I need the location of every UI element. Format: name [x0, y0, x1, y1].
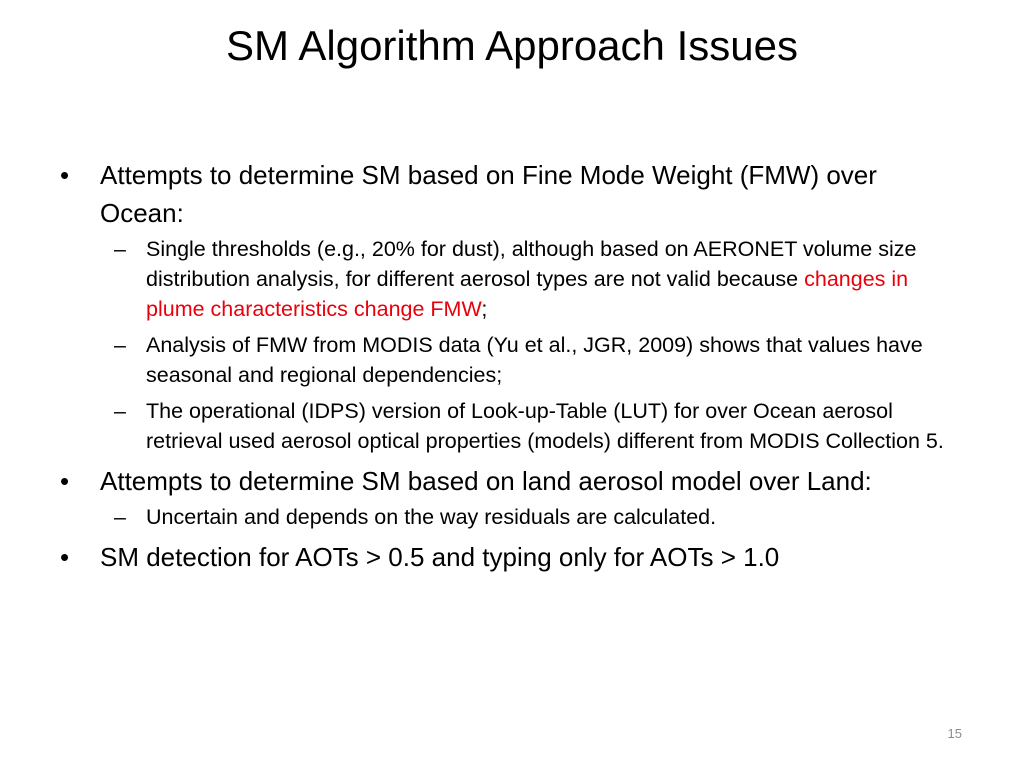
bullet-icon: • [60, 466, 70, 496]
bullet-item-fmw-ocean [58, 156, 958, 456]
sub-bullet-list [100, 234, 958, 456]
sub-text: Analysis of FMW from MODIS data (Yu et al., JGR, 2009) shows that values have seasonal and regional dependencies; [146, 333, 923, 387]
sub-item-single-thresholds [100, 234, 958, 324]
highlighted-text: changes in plume characteristics change FMW [146, 267, 909, 321]
sub-item-modis-analysis [100, 330, 958, 390]
dash-icon: – [114, 333, 126, 357]
sub-item-idps-lut [100, 396, 958, 456]
dash-icon: – [114, 505, 126, 529]
bullet-icon: • [60, 542, 70, 572]
bullet-text: SM detection for AOTs > 0.5 and typing only for AOTs > 1.0 [100, 542, 780, 572]
bullet-text: Attempts to determine SM based on land aerosol model over Land: [100, 466, 872, 496]
sub-text: Uncertain and depends on the way residuals are calculated. [146, 505, 717, 529]
sub-text-end: ; [481, 297, 488, 321]
bullet-list [58, 156, 958, 580]
bullet-icon: • [60, 160, 70, 190]
bullet-item-aot-thresholds [58, 538, 958, 576]
bullet-item-land-model [58, 462, 958, 532]
sub-item-uncertain [100, 502, 958, 532]
sub-bullet-list [100, 502, 958, 532]
sub-text: The operational (IDPS) version of Look-up-Table (LUT) for over Ocean aerosol retrieval used aerosol optical properties (models) different from MODIS Collection 5. [146, 399, 944, 453]
bullet-text: Attempts to determine SM based on Fine Mode Weight (FMW) over Ocean: [100, 160, 877, 228]
dash-icon: – [114, 399, 126, 423]
slide-title: SM Algorithm Approach Issues [226, 22, 798, 69]
page-number: 15 [947, 726, 962, 741]
dash-icon: – [114, 237, 126, 261]
sub-text: Single thresholds (e.g., 20% for dust), although based on AERONET volume size distribution analysis, for different aerosol types are not valid because [146, 237, 917, 291]
